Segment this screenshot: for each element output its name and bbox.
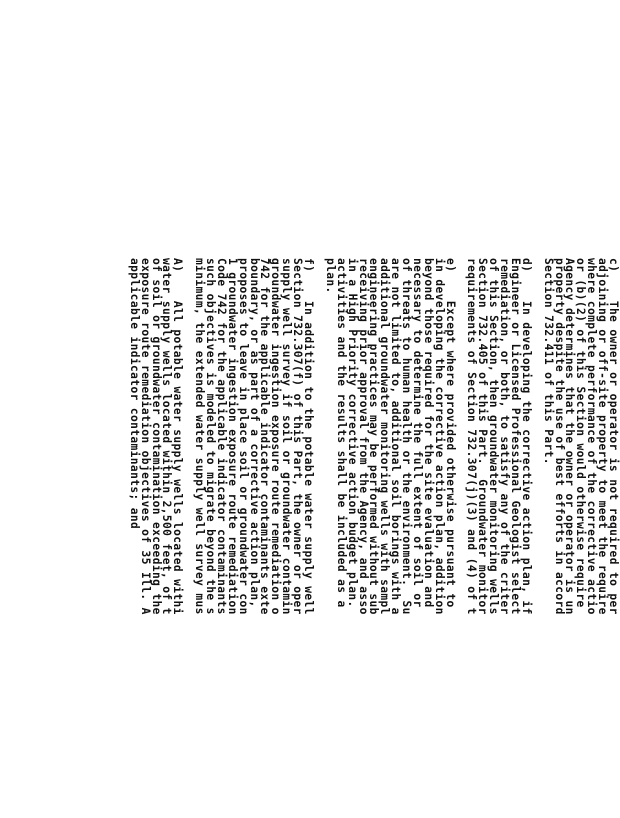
text-line: Engineer or Licensed Professional Geologist select (508, 258, 522, 615)
paragraph-d (466, 258, 531, 818)
text-line: plan. (323, 258, 337, 294)
text-line: requirements of Section 732.307(j)(3) and (4) of t (465, 258, 479, 615)
text-line: A) All potable water supply wells located withi (171, 258, 185, 615)
text-line: adjoining or off-site property to meet the require (596, 258, 610, 615)
text-line: such objectives is modeled to migrate beyond the s (204, 258, 218, 615)
text-line: Section 732.307(f) of this Part, the owner or oper (291, 258, 305, 615)
text-line: of threats to human health or the environment. Su (400, 258, 414, 615)
paragraph-e (324, 258, 455, 818)
text-line: in a High Priority corrective action budget plan. (345, 258, 359, 608)
text-line: Agency determines that the owner or operator is un (563, 258, 577, 615)
paragraph-c (542, 258, 618, 818)
text-line: proposes to leave in place soil or groundwater con (236, 258, 250, 615)
text-line: applicable indicator contaminants; and (127, 258, 141, 530)
text-line: of this Section, then groundwater monitoring wells (487, 258, 501, 615)
text-line: or (b)(2) of this Section would otherwise require (574, 258, 588, 608)
text-line: water supply wells located within 2,500 feet, of t (160, 258, 174, 615)
text-line: d) In developing the corrective action plan, if (519, 258, 533, 615)
text-line: of soil or groundwater contamination exceeding the (149, 258, 163, 615)
text-line: property despite the use of best efforts in accord (552, 258, 566, 615)
text-line: c) The owner or operator is not required to per (607, 258, 620, 615)
text-line: additional groundwater monitoring wells with sampl (378, 258, 392, 615)
text-line: groundwater ingestion exposure route remediation o (269, 258, 283, 615)
text-line: supply well survey if soil or groundwater contamin (280, 258, 294, 615)
text-line: f) In addition to the potable water supply well (302, 258, 316, 615)
text-line: boundary, or as part of a corrective action plan, (247, 258, 261, 608)
text-line: minimum, the extended water supply well survey mus (193, 258, 207, 615)
text-line: Section 732.411 of this Part. (541, 258, 555, 465)
rotated-text-block (78, 258, 618, 818)
paragraph-gap (182, 258, 193, 818)
text-line: Code 742 for the applicable indicator contaminants (214, 258, 228, 615)
text-line: receiving prior approval from the Agency, and asso (356, 258, 370, 615)
text-line: engineering practices may be performed without sub (367, 258, 381, 615)
text-line: remediation, or both, to satisfy any of the criter (498, 258, 512, 615)
text-line: are not limited to, additional soil borings with a (389, 258, 403, 615)
paragraph-f (193, 258, 316, 818)
text-line: where complete performance of the corrective actio (585, 258, 599, 615)
text-line: 742 for the applicable indicator contaminants exte (258, 258, 272, 615)
text-line: exposure route remediation objectives of 35 Ill. A (138, 258, 152, 615)
text-line: beyond those required for the site evaluation and (421, 258, 435, 608)
text-line: activities and the results shall be included as a (334, 258, 348, 608)
text-line: in developing the corrective action plan, addition (432, 258, 446, 615)
text-line: 1 groundwater ingestion exposure route remediation (225, 258, 239, 615)
text-line: Section 732.405 of this Part. Groundwater monitor (476, 258, 490, 615)
paragraph-A (127, 258, 185, 818)
text-line: e) Except where provided otherwise pursuant to (443, 258, 457, 608)
text-line: necessary to determine the full extent of soil or (410, 258, 424, 608)
